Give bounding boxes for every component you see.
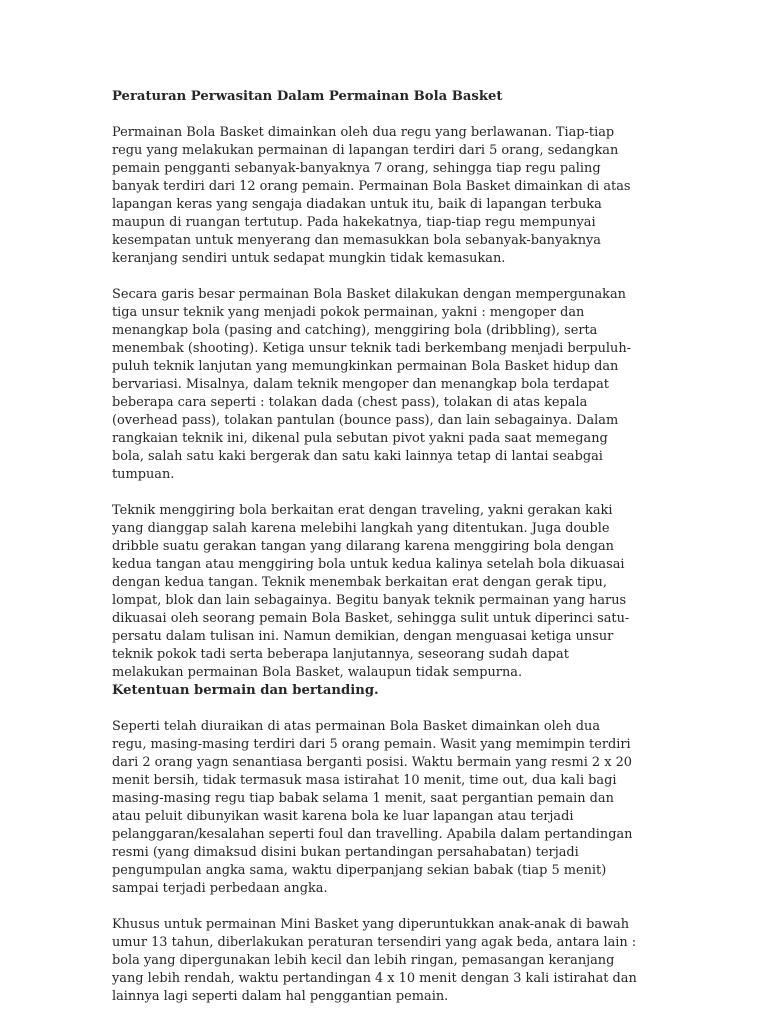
paragraph-5: Khusus untuk permainan Mini Basket yang diperuntukkan anak-anak di bawah umur 13 tahun, diberlakukan peraturan tersendiri yang agak beda, antara lain : bola yang dipergunakan lebih kecil dan lebih ringan, pemasangan keranjang yang lebih rendah, waktu pertandingan 4 x 10 menit dengan 3 kali istirahat dan lainnya lagi seperti dalam hal penggantian pemain. <box>112 917 637 1004</box>
document-title: Peraturan Perwasitan Dalam Permainan Bola Basket <box>112 89 503 104</box>
section-heading: Ketentuan bermain dan bertanding. <box>112 683 379 698</box>
paragraph-3: Teknik menggiring bola berkaitan erat dengan traveling, yakni gerakan kaki yang dianggap salah karena melebihi langkah yang ditentukan. Juga double dribble suatu gerakan tangan yang dilarang karena menggiring bola dengan kedua tangan atau menggiring bola untuk kedua kalinya setelah bola dikuasai dengan kedua tangan. Teknik menembak berkaitan erat dengan gerak tipu, lompat, blok dan lain sebagainya. Begitu banyak teknik permainan yang harus dikuasai oleh seorang pemain Bola Basket, sehingga sulit untuk diperinci satu-persatu dalam tulisan ini. Namun demikian, dengan menguasai ketiga unsur teknik pokok tadi serta beberapa lanjutannya, seseorang sudah dapat melakukan permainan Bola Basket, walaupun tidak sempurna. <box>112 503 630 680</box>
paragraph-4: Seperti telah diuraikan di atas permainan Bola Basket dimainkan oleh dua regu, masing-masing terdiri dari 5 orang pemain. Wasit yang memimpin terdiri dari 2 orang yagn senantiasa berganti posisi. Waktu bermain yang resmi 2 x 20 menit bersih, tidak termasuk masa istirahat 10 menit, time out, dua kali bagi masing-masing regu tiap babak selama 1 menit, saat pergantian pemain dan atau peluit dibunyikan wasit karena bola ke luar lapangan atau terjadi pelanggaran/kesalahan seperti foul dan travelling. Apabila dalam pertandingan resmi (yang dimaksud disini bukan pertandingan persahabatan) terjadi pengumpulan angka sama, waktu diperpanjang sekian babak (tiap 5 menit) sampai terjadi perbedaan angka. <box>112 719 633 896</box>
paragraph-1: Permainan Bola Basket dimainkan oleh dua regu yang berlawanan. Tiap-tiap regu yang melakukan permainan di lapangan terdiri dari 5 orang, sedangkan pemain pengganti sebanyak-banyaknya 7 orang, sehingga tiap regu paling banyak terdiri dari 12 orang pemain. Permainan Bola Basket dimainkan di atas lapangan keras yang sengaja diadakan untuk itu, baik di lapangan terbuka maupun di ruangan tertutup. Pada hakekatnya, tiap-tiap regu mempunyai kesempatan untuk menyerang dan memasukkan bola sebanyak-banyaknya keranjang sendiri untuk sedapat mungkin tidak kemasukan. <box>112 125 631 266</box>
paragraph-2: Secara garis besar permainan Bola Basket dilakukan dengan mempergunakan tiga unsur teknik yang menjadi pokok permainan, yakni : mengoper dan menangkap bola (pasing and catching), menggiring bola (dribbling), serta menembak (shooting). Ketiga unsur teknik tadi berkembang menjadi berpuluh-puluh teknik lanjutan yang memungkinkan permainan Bola Basket hidup dan bervariasi. Misalnya, dalam teknik mengoper dan menangkap bola terdapat beberapa cara seperti : tolakan dada (chest pass), tolakan di atas kepala (overhead pass), tolakan pantulan (bounce pass), dan lain sebagainya. Dalam rangkaian teknik ini, dikenal pula sebutan pivot yakni pada saat memegang bola, salah satu kaki bergerak dan satu kaki lainnya tetap di lantai seabgai tumpuan. <box>112 287 632 482</box>
